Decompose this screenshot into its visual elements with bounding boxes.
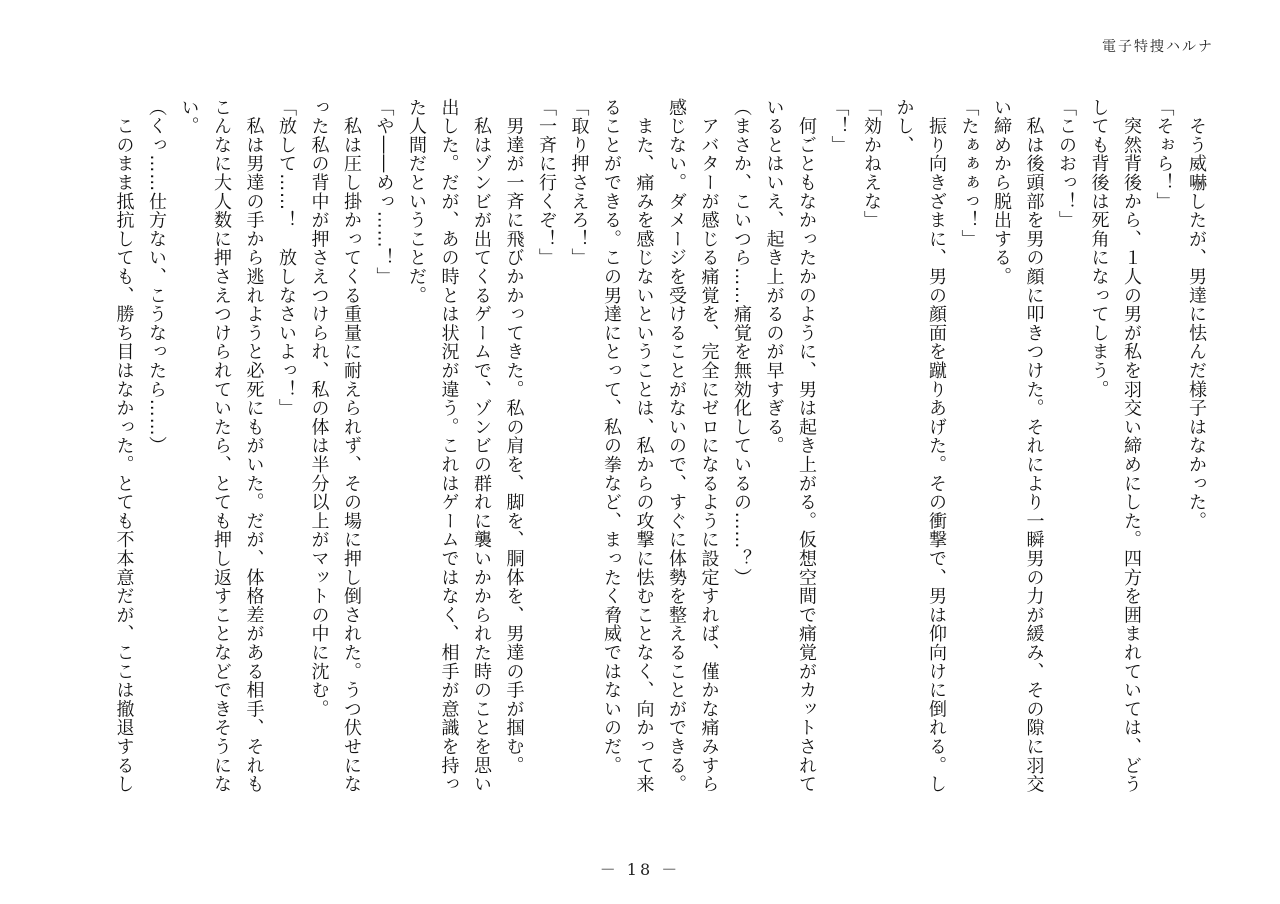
text-line: った私の背中が押さえつけられ、私の体は半分以上がマットの中に沈む。 bbox=[308, 98, 330, 719]
text-line: 何ごともなかったかのように、男は起き上がる。仮想空間で痛覚がカットされて bbox=[796, 98, 817, 794]
text-line: 「このおっ！」 bbox=[1056, 98, 1077, 230]
text-line: い。 bbox=[178, 98, 200, 136]
text-line: 「取り押さえろ！」 bbox=[568, 98, 590, 268]
text-line: そう威嚇したが、男達に怯んだ様子はなかった。 bbox=[1186, 98, 1207, 531]
text-line: 振り向きざまに、男の顔面を蹴りあげた。その衝撃で、男は仰向けに倒れる。し bbox=[926, 98, 947, 794]
text-line: 出した。だが、あの時とは状況が違う。これはゲームではなく、相手が意識を持っ bbox=[438, 98, 460, 794]
text-line: 私はゾンビが出てくるゲームで、ゾンビの群れに襲いかかられた時のことを思い bbox=[471, 98, 492, 794]
text-line: （まさか、こいつら……痛覚を無効化しているの……？） bbox=[731, 98, 752, 587]
text-line: こんなに大人数に押さえつけられていたら、とても押し返すことなどできそうにな bbox=[211, 98, 232, 794]
text-line: 「効かねえな」 bbox=[861, 98, 882, 230]
text-line: 私は後頭部を男の顔に叩きつけた。それにより一瞬男の力が緩み、その隙に羽交 bbox=[1023, 98, 1045, 794]
text-line: 「そぉら！」 bbox=[1153, 98, 1175, 211]
text-line: また、痛みを感じないということは、私からの攻撃に怯むことなく、向かって来 bbox=[633, 98, 655, 794]
text-line: 「たぁぁぁっ！」 bbox=[958, 98, 980, 249]
text-line: た人間だということだ。 bbox=[406, 98, 427, 305]
text-line: 突然背後から、１人の男が私を羽交い締めにした。四方を囲まれていては、どう bbox=[1121, 98, 1142, 794]
text-line: 「放して……！ 放しなさいよっ！」 bbox=[276, 98, 297, 418]
text-line: ることができる。この男達にとって、私の拳など、まったく脅威ではないのだ。 bbox=[601, 98, 622, 775]
running-header-title: 電子特捜ハルナ bbox=[1102, 39, 1214, 55]
text-line: 感じない。ダメージを受けることがないので、すぐに体勢を整えることができる。 bbox=[666, 98, 687, 794]
text-line: しても背後は死角になってしまう。 bbox=[1088, 98, 1110, 399]
text-line: 「や――めっ……！」 bbox=[373, 98, 395, 286]
text-line: アバターが感じる痛覚を、完全にゼロになるように設定すれば、僅かな痛みすら bbox=[698, 98, 720, 794]
text-line: いるとはいえ、起き上がるのが早すぎる。 bbox=[763, 98, 785, 456]
vertical-text-body bbox=[113, 98, 1212, 810]
text-line: 私は男達の手から逃れようと必死にもがいた。だが、体格差がある相手、それも bbox=[243, 98, 265, 794]
text-line: かし、 bbox=[893, 98, 915, 155]
text-line: い締めから脱出する。 bbox=[991, 98, 1012, 286]
text-line: 男達が一斉に飛びかかってきた。私の肩を、脚を、胴体を、男達の手が掴む。 bbox=[503, 98, 525, 775]
text-line: 私は圧し掛かってくる重量に耐えられず、その場に押し倒された。うつ伏せにな bbox=[341, 98, 362, 794]
text-line: （くっ……仕方ない、こうなったら……） bbox=[146, 98, 167, 456]
text-line: 「！」 bbox=[828, 98, 850, 155]
text-line: 「一斉に行くぞ！」 bbox=[536, 98, 557, 268]
text-line: このまま抵抗しても、勝ち目はなかった。とても不本意だが、ここは撤退するし bbox=[113, 98, 135, 794]
page-number: － 18 － bbox=[599, 860, 681, 879]
